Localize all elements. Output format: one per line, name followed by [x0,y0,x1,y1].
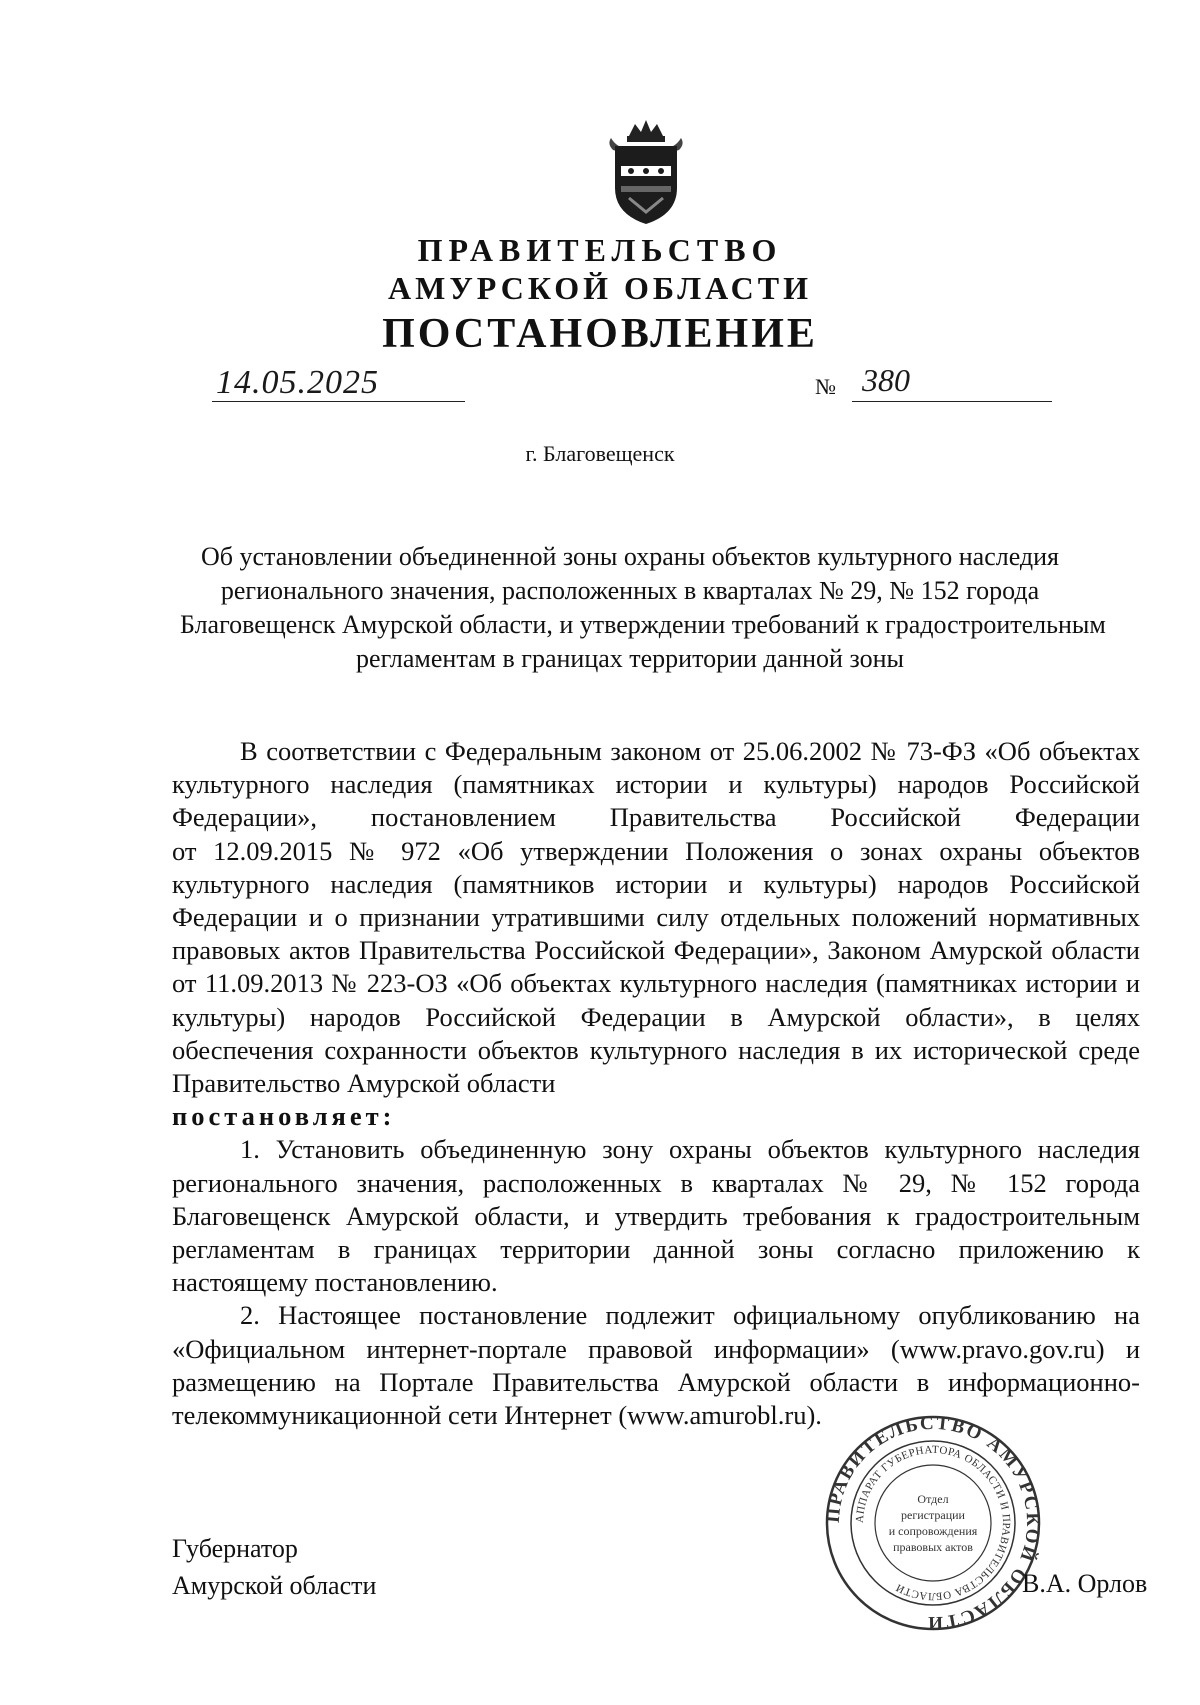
number-label: № [815,374,836,399]
document-city: г. Благовещенск [525,441,675,466]
preamble-line: В соответствии с Федеральным законом от 25.06.2002 № 73-ФЗ «Об объектах [240,736,1140,766]
org-name-line1: ПРАВИТЕЛЬСТВО [417,232,783,268]
signatory-position [172,1530,376,1604]
resolves-word: постановляет: [172,1101,396,1132]
signatory-name: В.А. Орлов [1022,1569,1148,1598]
preamble-line: Федерации», постановлением Правительства Российской Федерации [172,802,1140,833]
item2-line: телекоммуникационной сети Интернет (www.amurobl.ru). [172,1400,822,1431]
preamble-line: культурного наследия (памятниках истории и культуры) народов Российской [172,769,1140,800]
preamble-line: правовых актов Правительства Российской Федерации», Законом Амурской области [172,935,1140,966]
preamble-line: от 12.09.2015 № 972 «Об утверждении Положения о зонах охраны объектов [172,835,1140,866]
item1-line: регламентам в границах территории данной зоны согласно приложению к [172,1234,1140,1265]
title-line: регламентам в границах территории данной зоны [356,644,904,673]
coat-of-arms-icon [599,118,693,226]
position-line: Губернатор [172,1534,298,1563]
preamble-line: обеспечения сохранности объектов культурного наследия в их исторической среде [172,1034,1140,1065]
item2-line: 2. Настоящее постановление подлежит официальному опубликованию на [240,1300,1140,1331]
stamp-center-line: и сопровождения [888,1524,978,1538]
date-underline [212,401,465,402]
document-date: 14.05.2025 [216,364,379,401]
stamp-outer-text: ПРАВИТЕЛЬСТВО АМУРСКОЙ ОБЛАСТИ [823,1413,1043,1633]
org-name-line2: АМУРСКОЙ ОБЛАСТИ [388,270,812,306]
number-underline [852,401,1052,402]
preamble-line: культуры) народов Российской Федерации в Амурской области», в целях [172,1001,1140,1032]
item1-line: регионального значения, расположенных в кварталах № 29, № 152 города [172,1167,1140,1198]
stamp-center-line: регистрации [901,1508,965,1522]
document-number: 380 [862,362,910,398]
stamp-center-line: Отдел [917,1492,949,1506]
item2-line: размещению на Портале Правительства Амурской области в информационно- [172,1366,1140,1397]
svg-text:АППАРАТ ГУБЕРНАТОРА ОБЛАСТИ И [854,1444,1012,1602]
title-line: Благовещенск Амурской области, и утверждении требований к градостроительным [180,610,1106,639]
item1-line: настоящему постановлению. [172,1267,498,1298]
preamble-line: от 11.09.2013 № 223-ОЗ «Об объектах культурного наследия (памятниках истории и [172,968,1140,999]
document-body [172,735,1140,1432]
position-line: Амурской области [172,1571,377,1600]
item2-line: «Официальном интернет-портале правовой информации» (www.pravo.gov.ru) и [172,1333,1140,1364]
preamble-line: культурного наследия (памятников истории и культуры) народов Российской [172,868,1140,899]
stamp-inner-text: АППАРАТ ГУБЕРНАТОРА ОБЛАСТИ И ПРАВИТЕЛЬСТВА ОБЛАСТИ [853,1443,1013,1603]
title-line: регионального значения, расположенных в кварталах № 29, № 152 города [220,576,1040,605]
stamp-center-line: правовых актов [893,1540,973,1554]
title-line: Об установлении объединенной зоны охраны объектов культурного наследия [200,542,1060,571]
preamble-line: Федерации и о признании утратившими силу отдельных положений нормативных [172,902,1140,933]
document-title [180,540,1106,676]
document-type: ПОСТАНОВЛЕНИЕ [382,311,818,357]
official-stamp [823,1413,1043,1633]
item1-line: Благовещенск Амурской области, и утвердить требования к градостроительным [172,1200,1140,1231]
item1-line: 1. Установить объединенную зону охраны объектов культурного наследия [240,1134,1140,1165]
preamble-line: Правительство Амурской области [172,1068,556,1099]
